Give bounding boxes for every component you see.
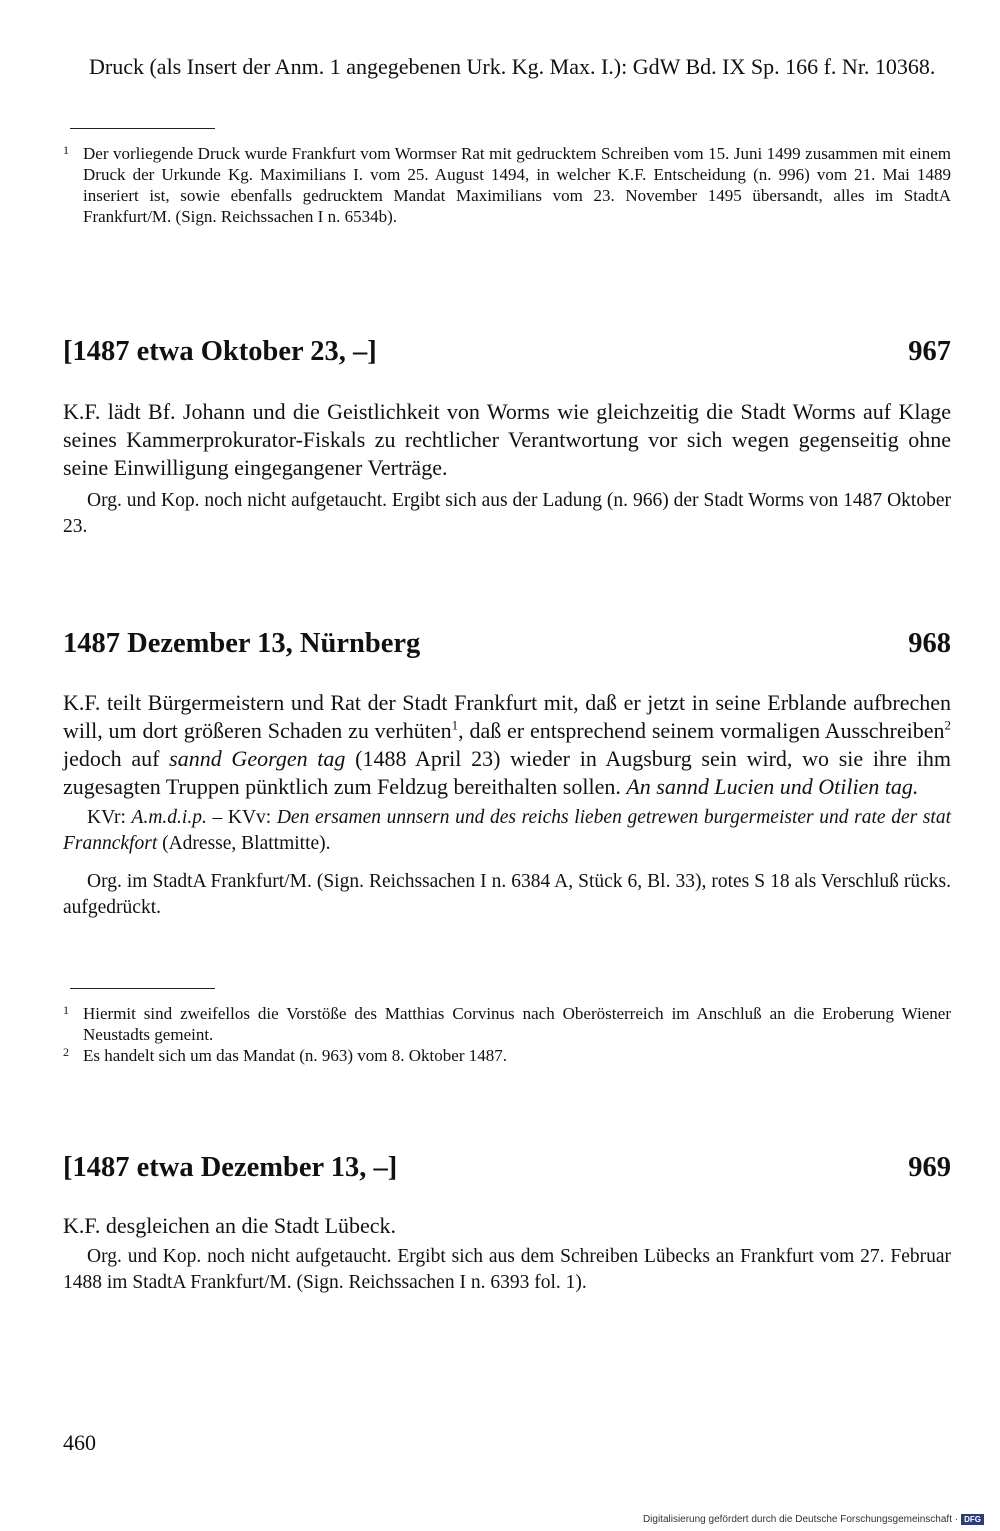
summary-italic: sannd Georgen tag xyxy=(169,746,346,771)
entry-968-source: Org. im StadtA Frankfurt/M. (Sign. Reichssachen I n. 6384 A, Stück 6, Bl. 33), rotes S 18 als Verschluß rücks. aufgedrückt. xyxy=(63,871,951,918)
entry-968-footnote-1 xyxy=(63,1003,951,1045)
dfg-logo: DFG xyxy=(961,1514,984,1525)
footnote-ref-1: 1 xyxy=(451,717,459,733)
summary-part: K.F. teilt Bürgermeistern und Rat der Stadt Frankfurt mit, daß er jetzt in seine Erblande aufbrechen will, um dort größeren Schaden zu verhüten xyxy=(63,690,951,743)
summary-part: jedoch auf xyxy=(63,746,170,771)
summary-part: , daß er entsprechend seinem vormaligen Ausschreiben xyxy=(458,718,945,743)
digitization-credit xyxy=(643,1514,984,1525)
intro-line: Druck (als Insert der Anm. 1 angegebenen Urk. Kg. Max. I.): GdW Bd. IX Sp. 166 f. Nr. 10368. xyxy=(89,54,936,79)
entry-968-body xyxy=(63,689,951,921)
kv-part: – KVv: xyxy=(206,807,277,828)
entry-967-body xyxy=(63,398,951,540)
entry-967-heading xyxy=(63,336,951,368)
credit-text: Digitalisierung gefördert durch die Deutsche Forschungsgemeinschaft · xyxy=(642,1514,959,1525)
entry-967-summary: K.F. lädt Bf. Johann und die Geistlichkeit von Worms wie gleichzeitig die Stadt Worms auf Klage seines Kammerprokurator-Fiskals zu rechtlicher Verantwortung vor sich wegen gegenseitig ohne seine Einwilligung eingegangener Verträge. xyxy=(63,399,951,480)
entry-967-title: [1487 etwa Oktober 23, –] xyxy=(63,336,377,367)
entry-969-heading xyxy=(63,1152,951,1184)
summary-italic: An sannd Lucien und Otilien tag. xyxy=(626,774,919,799)
entry-968-heading xyxy=(63,628,951,660)
footnote-text: Der vorliegende Druck wurde Frankfurt vom Wormser Rat mit gedrucktem Schreiben vom 15. Juni 1499 zusammen mit einem Druck der Urkunde Kg. Maximilians I. vom 25. August 1494, in welcher K.F. Entscheidung (n. 996) vom 21. Mai 1489 inseriert ist, sowie ebenfalls gedrucktem Mandat Maximilians vom 23. November 1495 übersandt, alles im StadtA Frankfurt/M. (Sign. Reichssachen I n. 6534b). xyxy=(83,144,951,226)
entry-968-summary xyxy=(63,689,951,801)
entry-969-title: [1487 etwa Dezember 13, –] xyxy=(63,1152,398,1183)
kv-part: (Adresse, Blattmitte). xyxy=(157,833,331,854)
footnote-text: Hiermit sind zweifellos die Vorstöße des Matthias Corvinus nach Oberösterreich im Anschluß an die Eroberung Wiener Neustadts gemeint. xyxy=(83,1004,951,1044)
kv-italic: A.m.d.i.p. xyxy=(131,807,207,828)
entry-969-body xyxy=(63,1212,951,1296)
entry-969-number: 969 xyxy=(908,1152,951,1183)
footnote-text: Es handelt sich um das Mandat (n. 963) vom 8. Oktober 1487. xyxy=(83,1046,507,1065)
page-number: 460 xyxy=(63,1430,96,1455)
footnote-number: 2 xyxy=(63,1045,69,1059)
entry-968-kanzleivermerk xyxy=(63,805,951,857)
entry-968-number: 968 xyxy=(908,628,951,659)
intro-print-reference xyxy=(63,53,951,81)
summary-part: (1488 April 23) wieder in Augsburg sein wird, wo sie ihre ihm zugesagten Truppen pünktlich zum Feldzug bereithalten sollen. xyxy=(63,746,951,799)
entry-968-footnote-2 xyxy=(63,1045,951,1066)
entry-968-title: 1487 Dezember 13, Nürnberg xyxy=(63,628,421,659)
entry-969-summary: K.F. desgleichen an die Stadt Lübeck. xyxy=(63,1213,397,1238)
entry-967-number: 967 xyxy=(908,336,951,367)
kv-part: KVr: xyxy=(87,807,132,828)
entry-968-footnotes xyxy=(63,1003,951,1066)
footnote-number: 1 xyxy=(63,143,69,157)
footnote-number: 1 xyxy=(63,1003,69,1017)
footnote-divider xyxy=(70,988,215,989)
footnote-ref-2: 2 xyxy=(944,717,952,733)
kv-italic: Den ersamen unnsern und des reichs lieben getrewen burgermeister und rate der stat Frannckfort xyxy=(63,807,951,854)
intro-footnote xyxy=(63,143,951,227)
entry-967-source: Org. und Kop. noch nicht aufgetaucht. Ergibt sich aus der Ladung (n. 966) der Stadt Worms von 1487 Oktober 23. xyxy=(63,490,951,537)
footnote-divider xyxy=(70,128,215,129)
entry-969-source: Org. und Kop. noch nicht aufgetaucht. Ergibt sich aus dem Schreiben Lübecks an Frankfurt vom 27. Februar 1488 im StadtA Frankfurt/M. (Sign. Reichssachen I n. 6393 fol. 1). xyxy=(63,1246,951,1293)
